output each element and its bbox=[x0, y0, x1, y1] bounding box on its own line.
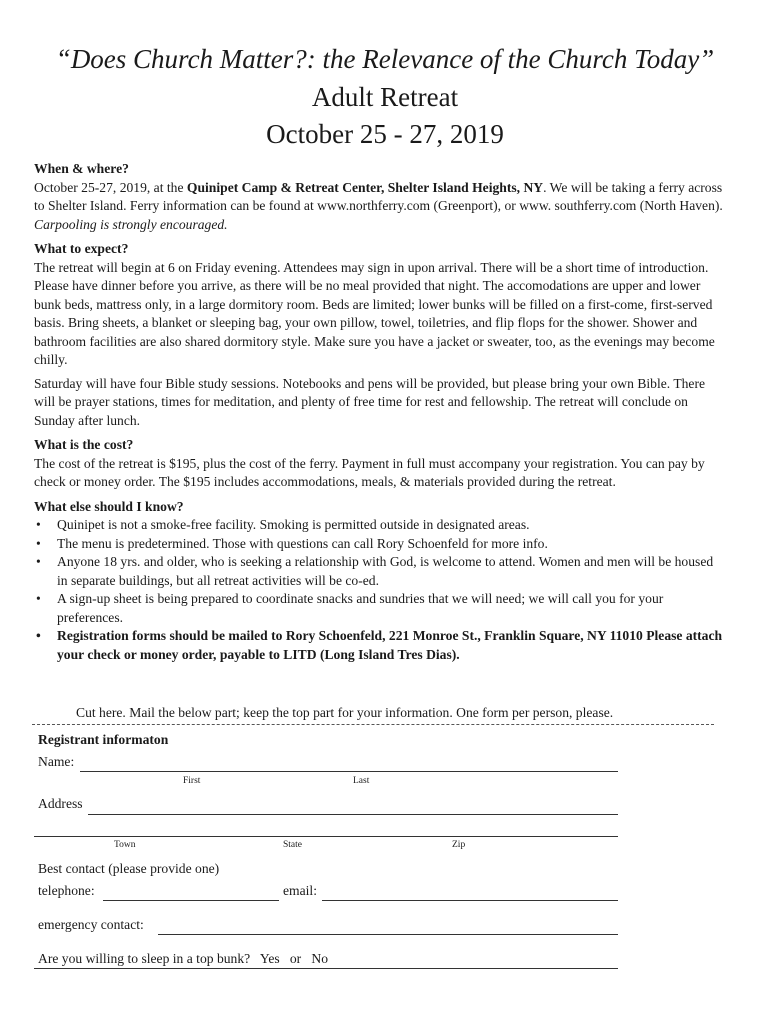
flyer-subtitle: Adult Retreat bbox=[311, 82, 459, 112]
telephone-field[interactable] bbox=[103, 900, 279, 901]
bunk-field-line bbox=[34, 968, 618, 969]
expect-para-2: Saturday will have four Bible study sessions. Notebooks and pens will be provided, but please bring your own Bible. There will be prayer stations, times for meditation, and plenty of free time for rest and fellowship. The retreat will conclude on Sunday after lunch. bbox=[34, 375, 706, 428]
list-item: • Quinipet is not a smoke-free facility. Smoking is permitted outside in designated areas. bbox=[34, 516, 724, 535]
expect-heading: What to expect? bbox=[34, 241, 129, 256]
name-field[interactable] bbox=[80, 771, 618, 772]
cost-section bbox=[34, 436, 724, 492]
first-label: First bbox=[183, 776, 201, 786]
state-label: State bbox=[283, 840, 302, 850]
flyer-title: “Does Church Matter?: the Relevance of the Church Today” bbox=[55, 44, 715, 74]
know-heading: What else should I know? bbox=[34, 498, 184, 514]
town-label: Town bbox=[114, 840, 136, 850]
when-section bbox=[34, 160, 724, 234]
name-label: Name: bbox=[38, 754, 75, 769]
expect-para-1: The retreat will begin at 6 on Friday evening. Attendees may sign in upon arrival. There will be a short time of introduction. Please have dinner before you arrive, as there will be no meal provided that night. The accomodations are upper and lower bunk beds, mattress only, in a large dormitory room. Beds are limited; lower bunks will be filled on a first-come, first-served basis. Bring sheets, a blanket or sleeping bag, your own pillow, towel, toiletries, and flip flops for the shower. Shower and bathroom facilities are also shared dormitory style. Make sure you have a jacket or sweater, too, as the evenings may become chilly. bbox=[34, 259, 715, 367]
list-item: • The menu is predetermined. Those with questions can call Rory Schoenfeld for more info. bbox=[34, 535, 724, 554]
when-text bbox=[34, 179, 724, 235]
bunk-question bbox=[38, 951, 328, 967]
last-label: Last bbox=[353, 776, 370, 786]
bunk-or: or bbox=[289, 951, 302, 966]
bunk-no-option[interactable]: No bbox=[311, 951, 329, 966]
location: Quinipet Camp & Retreat Center, Shelter Island Heights, NY bbox=[186, 179, 544, 195]
cost-heading: What is the cost? bbox=[34, 437, 134, 452]
flyer-dates: October 25 - 27, 2019 bbox=[266, 119, 504, 149]
form-heading: Registrant informaton bbox=[38, 732, 169, 747]
cost-text: The cost of the retreat is $195, plus the cost of the ferry. Payment in full must accompany your registration. You can pay by check or money order. The $195 includes accommodations, meals, & materials provided during the retreat. bbox=[34, 455, 705, 489]
bunk-label: Are you willing to sleep in a top bunk? bbox=[38, 951, 251, 966]
zip-label: Zip bbox=[452, 840, 466, 850]
telephone-label: telephone: bbox=[38, 883, 95, 898]
emergency-label: emergency contact: bbox=[38, 917, 144, 932]
list-item-mailing: • Registration forms should be mailed to Rory Schoenfeld, 221 Monroe St., Franklin Square, NY 11010 Please attach your check or money order, payable to LITD (Long Island Tres Dias). bbox=[34, 627, 724, 664]
cut-line bbox=[32, 724, 714, 725]
expect-section bbox=[34, 240, 724, 430]
info-body bbox=[34, 160, 724, 670]
carpool-note: Carpooling is strongly encouraged. bbox=[34, 216, 228, 232]
address-field[interactable] bbox=[88, 814, 618, 815]
contact-label: Best contact (please provide one) bbox=[38, 861, 220, 876]
know-list bbox=[34, 516, 724, 664]
list-item: • Anyone 18 yrs. and older, who is seeking a relationship with God, is welcome to attend. Women and men will be housed in separate buildings, but all retreat activities will be co-ed. bbox=[34, 553, 724, 590]
know-section bbox=[34, 498, 724, 665]
email-label: email: bbox=[283, 883, 317, 898]
list-item: • A sign-up sheet is being prepared to coordinate snacks and sundries that we will need; we will call you for your preferences. bbox=[34, 590, 724, 627]
email-field[interactable] bbox=[322, 900, 618, 901]
when-text-b: . We will be taking a ferry across to Shelter Island. Ferry information can be found at www.northferry.com (Greenport), or www. southferry.com (North Haven). bbox=[34, 179, 723, 213]
emergency-field[interactable] bbox=[158, 934, 618, 935]
bunk-yes-option[interactable]: Yes bbox=[259, 951, 280, 966]
when-heading: When & where? bbox=[34, 161, 129, 176]
address-field-2[interactable] bbox=[34, 836, 618, 837]
cut-instructions: Cut here. Mail the below part; keep the top part for your information. One form per person, please. bbox=[76, 705, 614, 720]
address-label: Address bbox=[38, 796, 83, 811]
when-text-a: October 25-27, 2019, at the bbox=[34, 179, 187, 195]
